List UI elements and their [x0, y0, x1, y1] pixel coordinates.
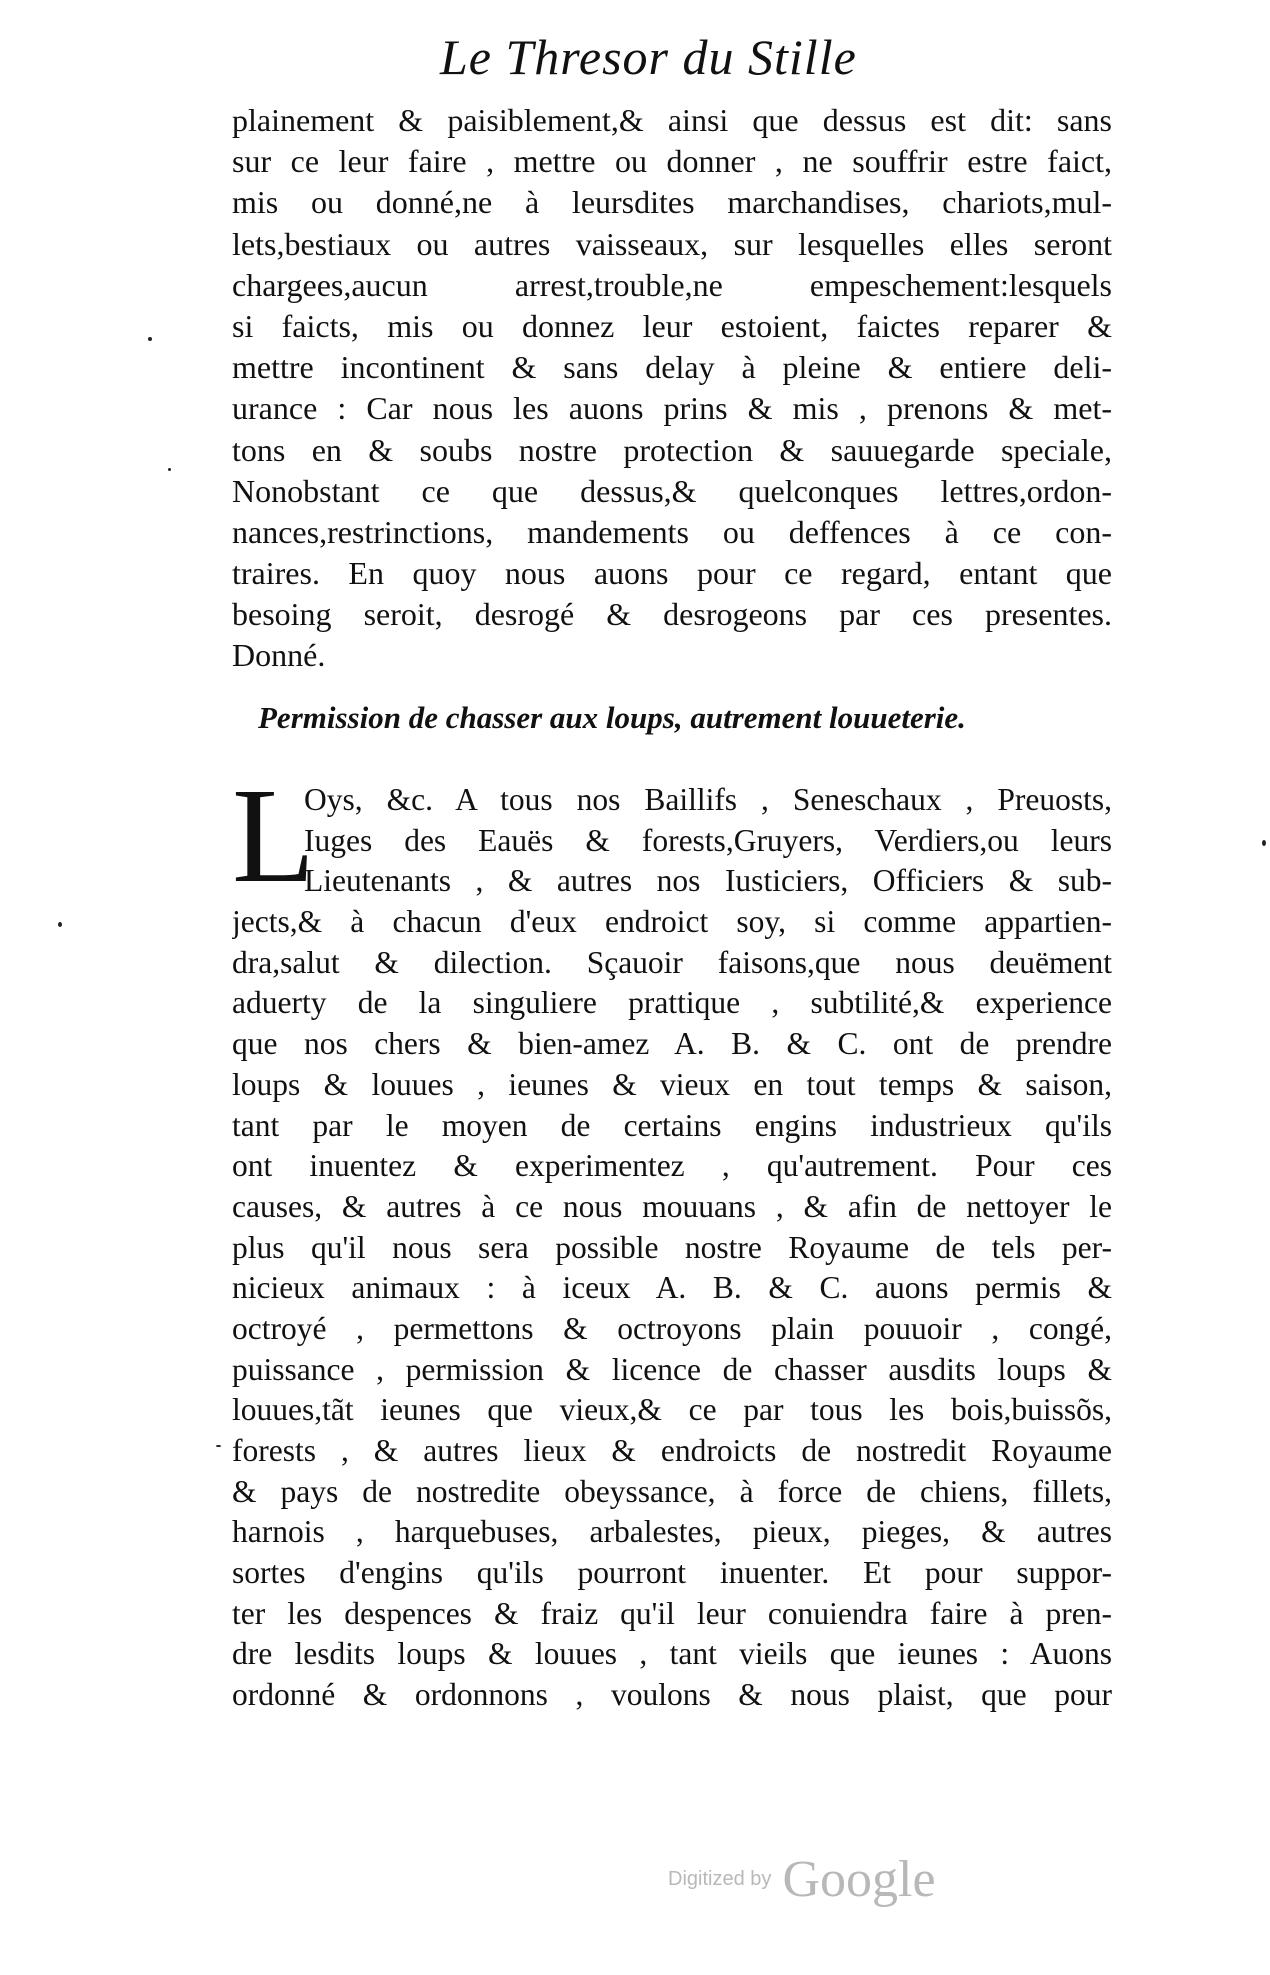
google-logo: Google [782, 1851, 936, 1908]
text-line: sortes d'engins qu'ils pourront inuenter. Et pour suppor- [232, 1555, 1112, 1591]
text-line: plus qu'il nous sera possible nostre Royaume de tels per- [232, 1229, 1112, 1265]
ink-speck [168, 468, 171, 471]
text-line: urance : Car nous les auons prins & mis , prenons & met- [232, 390, 1112, 427]
text-line: & pays de nostredite obeyssance, à force de chiens, fillets, [232, 1473, 1112, 1509]
section-heading: Permission de chasser aux loups, autrement louueterie. [258, 700, 966, 735]
text-line: loups & louues , ieunes & vieux en tout temps & saison, [232, 1066, 1112, 1102]
watermark-prefix: Digitized by [668, 1868, 772, 1890]
ink-speck [216, 1445, 221, 1447]
text-line: nicieux animaux : à iceux A. B. & C. auons permis & [232, 1270, 1112, 1306]
text-line: chargees,aucun arrest,trouble,ne empeschement:lesquels [232, 266, 1112, 303]
text-line: que nos chers & bien-amez A. B. & C. ont de prendre [232, 1026, 1112, 1062]
text-line: Lieutenants , & autres nos Iusticiers, Officiers & sub- [304, 863, 1112, 899]
text-line: traires. En quoy nous auons pour ce regard, entant que [232, 555, 1112, 592]
paragraph-continuation [232, 100, 1112, 677]
text-line: ter les despences & fraiz qu'il leur conuiendra faire à pren- [232, 1595, 1112, 1631]
text-line: plainement & paisiblement,& ainsi que dessus est dit: sans [232, 102, 1112, 138]
text-line: jects,& à chacun d'eux endroict soy, si comme appartien- [232, 904, 1112, 940]
ink-speck [58, 922, 62, 927]
text-line: Nonobstant ce que dessus,& quelconques lettres,ordon- [232, 472, 1112, 509]
text-line: ordonné & ordonnons , voulons & nous plaist, que pour [232, 1677, 1112, 1713]
text-line: aduerty de la singuliere prattique , subtilité,& experience [232, 985, 1112, 1021]
text-line: Iuges des Eauës & forests,Gruyers, Verdiers,ou leurs [304, 822, 1112, 858]
text-line: harnois , harquebuses, arbalestes, pieux, pieges, & autres [232, 1514, 1112, 1550]
drop-cap: L [232, 761, 316, 911]
ink-speck [148, 337, 152, 341]
ink-speck [1262, 840, 1266, 846]
text-line: octroyé , permettons & octroyons plain pouuoir , congé, [232, 1310, 1112, 1346]
running-title: Le Thresor du Stille [440, 29, 857, 85]
text-line: forests , & autres lieux & endroicts de nostredit Royaume [232, 1433, 1112, 1468]
text-line: dre lesdits loups & louues , tant vieils que ieunes : Auons [232, 1636, 1112, 1672]
text-line: puissance , permission & licence de chasser ausdits loups & [232, 1351, 1112, 1387]
text-line: mis ou donné,ne à leursdites marchandises, chariots,mul- [232, 184, 1112, 221]
text-line: si faicts, mis ou donnez leur estoient, faictes reparer & [232, 307, 1112, 344]
text-line: tant par le moyen de certains engins industrieux qu'ils [232, 1107, 1112, 1143]
text-line: ont inuentez & experimentez , qu'autrement. Pour ces [232, 1148, 1112, 1184]
text-line: tons en & soubs nostre protection & sauuegarde speciale, [232, 431, 1112, 468]
text-line: causes, & autres à ce nous mouuans , & afin de nettoyer le [232, 1188, 1112, 1224]
digitization-watermark [668, 1850, 936, 1909]
text-line: dra,salut & dilection. Sçauoir faisons,que nous deuëment [232, 944, 1112, 980]
text-line: lets,bestiaux ou autres vaisseaux, sur lesquelles elles seront [232, 225, 1112, 262]
paragraph-permission [232, 761, 1112, 1716]
text-line: louues,tãt ieunes que vieux,& ce par tous les bois,buissõs, [232, 1392, 1112, 1428]
text-line: sur ce leur faire , mettre ou donner , ne souffrir estre faict, [232, 143, 1112, 180]
text-line: mettre incontinent & sans delay à pleine & entiere deli- [232, 349, 1112, 386]
text-line: nances,restrinctions, mandements ou deffences à ce con- [232, 513, 1112, 550]
text-line: Oys, &c. A tous nos Baillifs , Seneschaux , Preuosts, [304, 782, 1112, 817]
text-line: Donné. [232, 637, 326, 674]
text-line: besoing seroit, desrogé & desrogeons par ces presentes. [232, 596, 1112, 633]
